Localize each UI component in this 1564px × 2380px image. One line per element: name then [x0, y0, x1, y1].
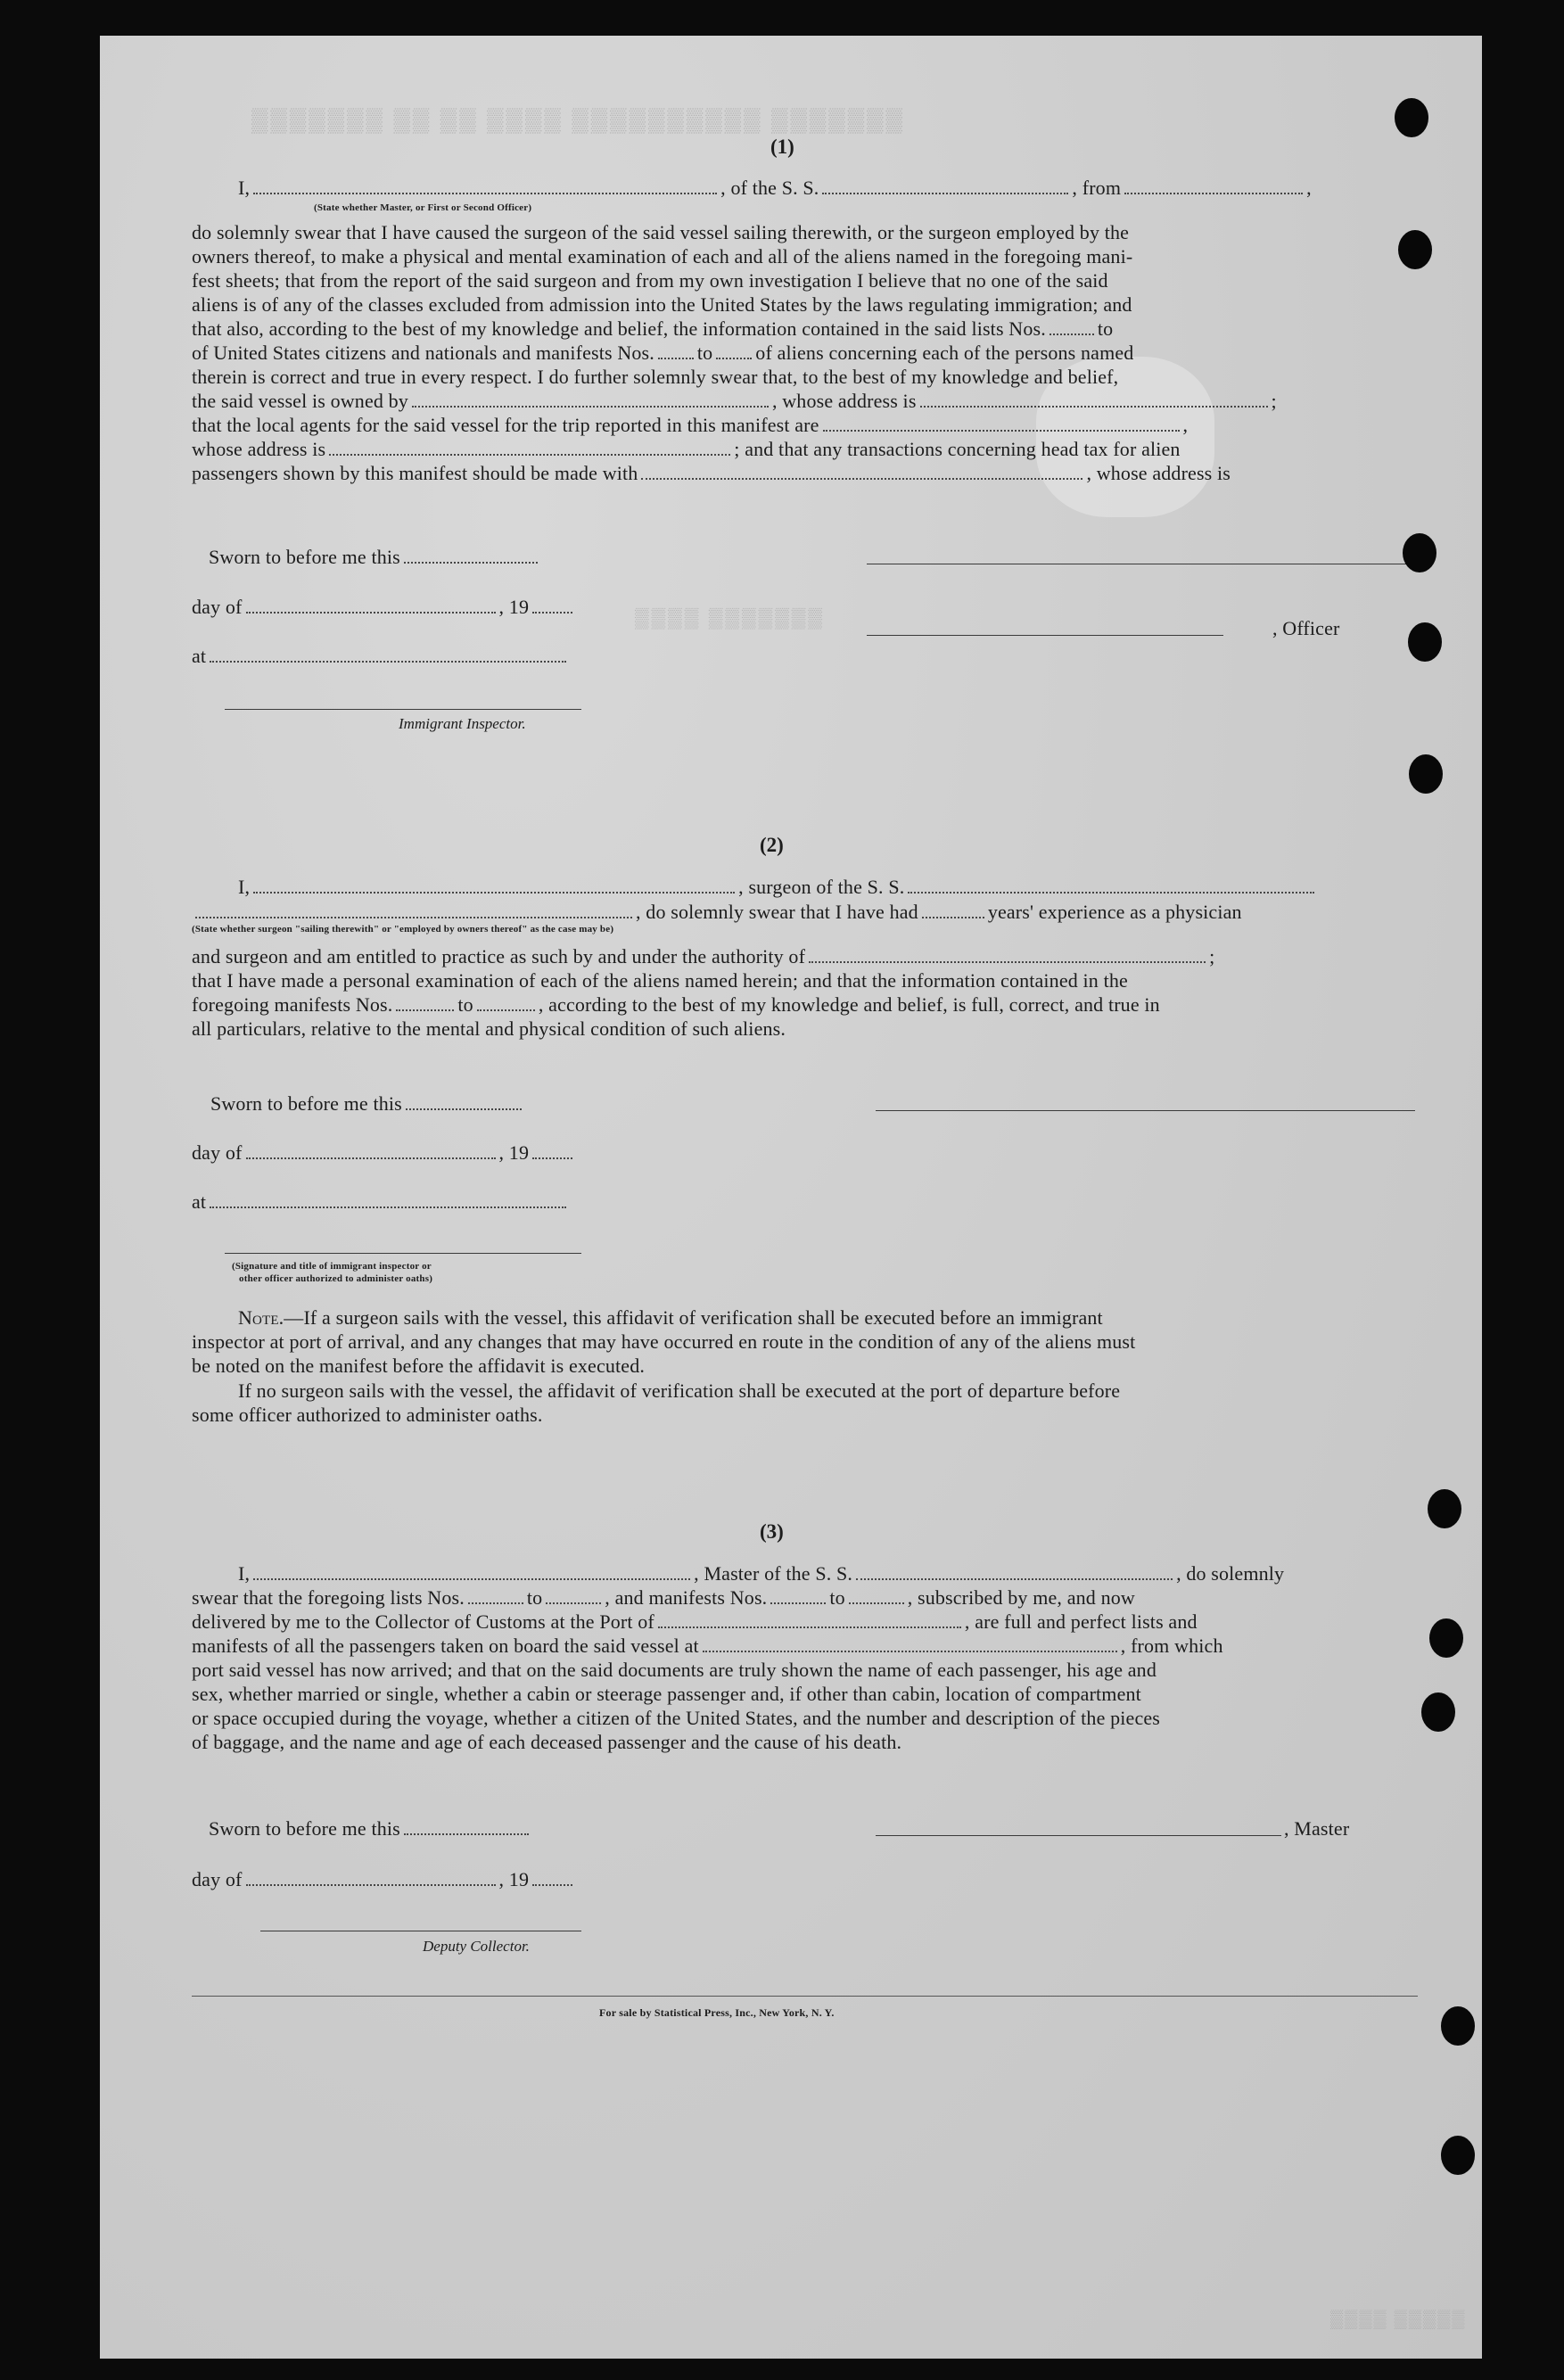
- section-1-body-line: passengers shown by this manifest should be made with , whose address is: [192, 462, 1231, 484]
- day-of-label: day of , 19: [192, 1868, 576, 1891]
- signature-caption-1: (Signature and title of immigrant inspector or: [232, 1261, 432, 1272]
- section-1-body-line: therein is correct and true in every respect. I do further solemnly swear that, to the best of my knowledge and belief,: [192, 366, 1119, 388]
- label-i: I,: [238, 177, 251, 199]
- section-2-line-2: , do solemnly swear that I have had years' experience as a physician: [192, 901, 1242, 924]
- section-2-line-3: and surgeon and am entitled to practice as such by and under the authority of ;: [192, 945, 1215, 968]
- bleed-through-text: ▒▒▒▒ ▒▒▒▒▒: [1330, 2310, 1467, 2329]
- section-2-line-4: that I have made a personal examination of each of the aliens named herein; and that the information contained in the: [192, 969, 1128, 992]
- section-1-body-line: fest sheets; that from the report of the said surgeon and from my own investigation I believe that no one of the said: [192, 269, 1108, 292]
- note-line: If no surgeon sails with the vessel, the affidavit of verification shall be executed at the port of departure before: [238, 1379, 1121, 1402]
- signature-caption-2: other officer authorized to administer oaths): [239, 1273, 433, 1284]
- bleed-through-text: ▒▒▒▒▒▒▒ ▒▒ ▒▒ ▒▒▒▒ ▒▒▒▒▒▒▒▒▒▒ ▒▒▒▒▒▒▒: [251, 107, 905, 133]
- section-1-body-line: do solemnly swear that I have caused the surgeon of the said vessel sailing therewith, or the surgeon employed by the: [192, 221, 1130, 243]
- punch-hole: [1403, 533, 1436, 572]
- caption-surgeon: (State whether surgeon "sailing therewith" or "employed by owners thereof" as the case may be): [192, 924, 614, 935]
- officer-title-line: [867, 635, 1223, 636]
- note-line: Note.—If a surgeon sails with the vessel, this affidavit of verification shall be executed before an immigrant: [238, 1306, 1103, 1329]
- punch-hole: [1441, 2136, 1475, 2175]
- note-line: some officer authorized to administer oaths.: [192, 1404, 543, 1426]
- bleed-through-text: ▒▒▒▒ ▒▒▒▒▒▒▒: [635, 606, 825, 629]
- section-3-line-1: I, , Master of the S. S. , do solemnly: [238, 1562, 1285, 1585]
- day-of-label: day of , 19: [192, 1141, 576, 1165]
- label-of-ss: , of the S. S.: [720, 177, 819, 199]
- officer-label: , Officer: [1272, 617, 1340, 639]
- master-label: , Master: [1284, 1817, 1350, 1840]
- note-line: be noted on the manifest before the affidavit is executed.: [192, 1355, 645, 1377]
- manifest-affidavit-page: [100, 36, 1482, 2359]
- section-3-number: (3): [760, 1520, 784, 1543]
- inspector-signature-line: [225, 1253, 581, 1254]
- section-1-line-1: I, , of the S. S. , from ,: [238, 177, 1312, 199]
- section-2-line-6: all particulars, relative to the mental and physical condition of such aliens.: [192, 1017, 786, 1040]
- section-3-line-2: swear that the foregoing lists Nos. to , and manifests Nos. to , subscribed by me, and now: [192, 1586, 1135, 1609]
- section-2-number: (2): [760, 834, 784, 856]
- inspector-signature-line: [225, 709, 581, 710]
- punch-hole: [1429, 1618, 1463, 1658]
- punch-hole: [1421, 1692, 1455, 1732]
- section-3-body-line: of baggage, and the name and age of each deceased passenger and the cause of his death.: [192, 1731, 902, 1753]
- section-2-line-1: I, , surgeon of the S. S.: [238, 876, 1318, 899]
- surgeon-signature-line: [876, 1110, 1415, 1111]
- section-1-number: (1): [770, 136, 794, 158]
- punch-hole: [1395, 98, 1428, 137]
- section-1-body-line: aliens is of any of the classes excluded from admission into the United States by the laws regulating immigration; and: [192, 293, 1132, 316]
- day-of-label: day of , 19: [192, 596, 576, 619]
- printer-imprint: For sale by Statistical Press, Inc., New York, N. Y.: [599, 2006, 835, 2019]
- punch-hole: [1428, 1489, 1461, 1528]
- sworn-before-label: Sworn to before me this: [209, 1817, 532, 1841]
- section-3-body-line: port said vessel has now arrived; and that on the said documents are truly shown the name of each passenger, his age and: [192, 1659, 1157, 1681]
- master-signature-line: [876, 1835, 1281, 1836]
- section-3-line-3: delivered by me to the Collector of Customs at the Port of , are full and perfect lists and: [192, 1610, 1198, 1633]
- punch-hole: [1408, 622, 1442, 662]
- note-line: inspector at port of arrival, and any changes that may have occurred en route in the condition of any of the aliens must: [192, 1330, 1136, 1353]
- section-1-body-line: that also, according to the best of my knowledge and belief, the information contained in the said lists Nos. to: [192, 317, 1114, 340]
- immigrant-inspector-caption: Immigrant Inspector.: [399, 715, 526, 732]
- at-label: at: [192, 645, 570, 668]
- section-3-line-4: manifests of all the passengers taken on board the said vessel at , from which: [192, 1635, 1223, 1657]
- note-label: Note.: [238, 1306, 284, 1329]
- section-3-body-line: sex, whether married or single, whether a cabin or steerage passenger and, if other than cabin, location of compartment: [192, 1683, 1141, 1705]
- section-2-line-5: foregoing manifests Nos. to , according to the best of my knowledge and belief, is full, correct, and true in: [192, 993, 1160, 1016]
- sworn-before-label: Sworn to before me this: [209, 546, 541, 569]
- section-3-body-line: or space occupied during the voyage, whether a citizen of the United States, and the number and description of the pieces: [192, 1707, 1160, 1729]
- at-label: at: [192, 1190, 570, 1214]
- punch-hole: [1441, 2006, 1475, 2046]
- section-1-body-line: of United States citizens and nationals and manifests Nos. to of aliens concerning each of the persons named: [192, 342, 1134, 364]
- label-from: , from: [1072, 177, 1122, 199]
- section-1-body-line: that the local agents for the said vessel for the trip reported in this manifest are ,: [192, 414, 1189, 436]
- sworn-before-label: Sworn to before me this: [210, 1092, 525, 1116]
- section-1-body-line: the said vessel is owned by , whose address is ;: [192, 390, 1277, 412]
- punch-hole: [1398, 230, 1432, 269]
- deputy-collector-caption: Deputy Collector.: [423, 1938, 530, 1955]
- footer-rule: [192, 1996, 1418, 1997]
- section-1-body-line: whose address is ; and that any transactions concerning head tax for alien: [192, 438, 1181, 460]
- caption-master: (State whether Master, or First or Second Officer): [314, 202, 532, 213]
- section-1-body-line: owners thereof, to make a physical and mental examination of each and all of the aliens named in the foregoing mani-: [192, 245, 1133, 268]
- punch-hole: [1409, 754, 1443, 794]
